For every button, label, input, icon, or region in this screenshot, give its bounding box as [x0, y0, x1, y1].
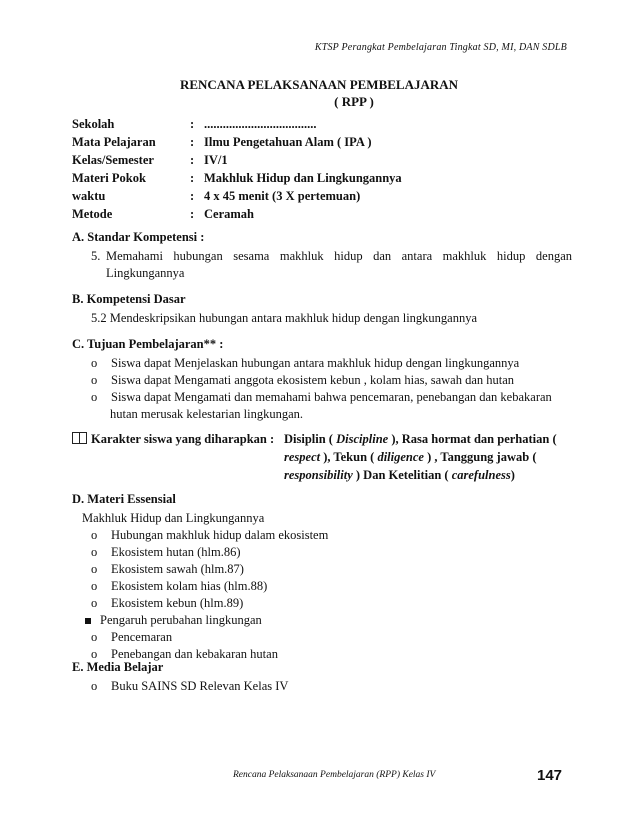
list-item: o Siswa dapat Mengamati dan memahami bahwa pencemaran, penebangan dan kebakaran [91, 390, 552, 404]
section-a-title: A. Standar Kompetensi : [72, 230, 205, 244]
square-bullet-icon [85, 618, 91, 624]
page-number: 147 [537, 767, 563, 784]
identity-row-metode: Metode : Ceramah [72, 207, 254, 221]
identity-row-materi: Materi Pokok : Makhluk Hidup dan Lingkungannya [72, 171, 402, 185]
section-tujuan-pembelajaran [72, 337, 572, 423]
karakter-line-2: respect ), Tekun ( diligence ) , Tanggung jawab ( [284, 450, 537, 464]
karakter-line-3: responsibility ) Dan Ketelitian ( carefulness) [284, 468, 515, 482]
list-item: o Hubungan makhluk hidup dalam ekosistem [91, 528, 329, 542]
identity-row-mapel: Mata Pelajaran : Ilmu Pengetahuan Alam ( IPA ) [72, 135, 372, 149]
list-item: o Ekosistem hutan (hlm.86) [91, 545, 241, 559]
karakter-label: Karakter siswa yang diharapkan : [91, 432, 275, 446]
list-item-cont: hutan merusak kelestarian lingkungan. [110, 407, 303, 421]
karakter-line-1: Disiplin ( Discipline ), Rasa hormat dan perhatian ( [284, 432, 557, 446]
running-header: KTSP Perangkat Pembelajaran Tingkat SD, MI, DAN SDLB [314, 42, 567, 53]
identity-row-kelas: Kelas/Semester : IV/1 [72, 153, 228, 167]
section-b-title: B. Kompetensi Dasar [72, 292, 186, 306]
section-e-title: E. Media Belajar [72, 660, 164, 674]
section-d-title: D. Materi Essensial [72, 492, 176, 506]
section-a-text-cont: Lingkungannya [106, 266, 185, 280]
section-kompetensi-dasar [72, 292, 572, 327]
section-a-text: Memahami hubungan sesama makhluk hidup dan antara makhluk hidup dengan [106, 249, 572, 263]
document-title-block [0, 76, 638, 110]
section-media-belajar [72, 660, 572, 695]
section-c-title: C. Tujuan Pembelajaran** : [72, 337, 224, 351]
identity-row-waktu: waktu : 4 x 45 menit (3 X pertemuan) [72, 189, 361, 203]
list-item: o Buku SAINS SD Relevan Kelas IV [91, 679, 289, 693]
list-item: o Siswa dapat Mengamati anggota ekosistem kebun , kolam hias, sawah dan hutan [91, 373, 515, 387]
list-item: o Penebangan dan kebakaran hutan [91, 647, 278, 661]
document-subtitle: ( RPP ) [334, 94, 374, 109]
section-materi-essensial [72, 492, 572, 663]
document-title: RENCANA PELAKSANAAN PEMBELAJARAN [179, 77, 459, 92]
list-item: o Ekosistem kebun (hlm.89) [91, 596, 244, 610]
book-icon [72, 432, 87, 444]
identity-table [72, 117, 402, 225]
section-standar-kompetensi [72, 230, 572, 282]
list-item: o Pencemaran [91, 630, 173, 644]
list-item: o Ekosistem sawah (hlm.87) [91, 562, 244, 576]
identity-row-sekolah: Sekolah : .................................... [72, 117, 317, 131]
list-item: o Ekosistem kolam hias (hlm.88) [91, 579, 268, 593]
list-item-square: Pengaruh perubahan lingkungan [72, 612, 572, 629]
section-a-number: 5. [91, 249, 101, 263]
page-footer: Rencana Pelaksanaan Pembelajaran (RPP) Kelas IV [233, 770, 436, 780]
section-d-intro: Makhluk Hidup dan Lingkungannya [82, 511, 265, 525]
list-item: o Siswa dapat Menjelaskan hubungan antara makhluk hidup dengan lingkungannya [91, 356, 520, 370]
section-b-text: 5.2 Mendeskripsikan hubungan antara makhluk hidup dengan lingkungannya [91, 311, 478, 325]
